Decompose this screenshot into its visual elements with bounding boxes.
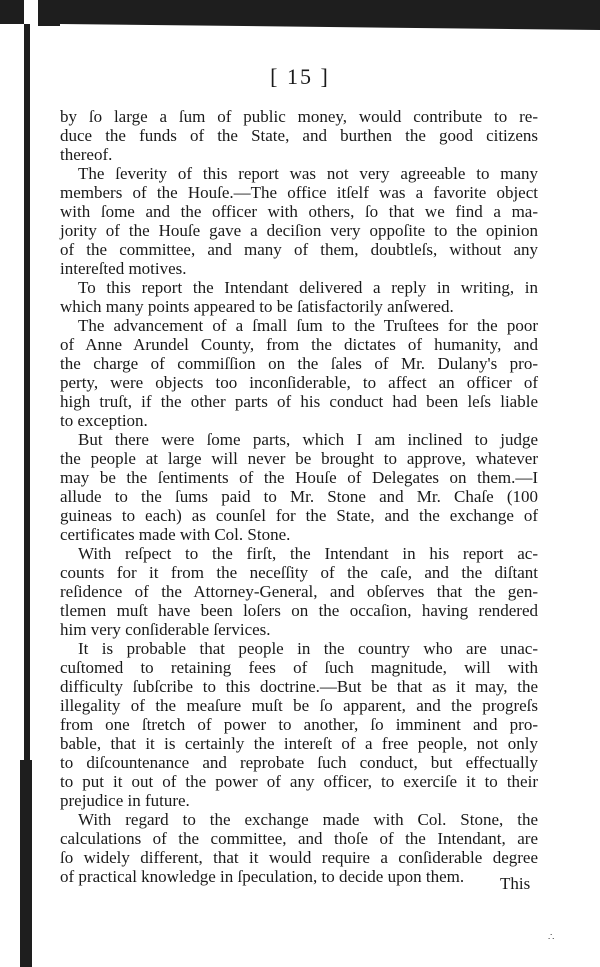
text-line: thereof. xyxy=(60,145,113,164)
text-line: The ſeverity of this report was not very agreeable to many xyxy=(78,164,538,183)
text-line: The advancement of a ſmall ſum to the Truſtees for the poor xyxy=(78,316,538,335)
text-line: high truſt, if the other parts of his conduct had been leſs liable xyxy=(60,392,538,411)
text-line: With reſpect to the firſt, the Intendant in his report ac- xyxy=(78,544,538,563)
text-line: to exception. xyxy=(60,411,148,430)
text-line: jority of the Houſe gave a deciſion very oppoſite to the opinion xyxy=(60,221,538,240)
text-line: to diſcountenance and reprobate ſuch conduct, but effectually xyxy=(60,753,538,772)
scan-edge-top xyxy=(60,0,600,30)
text-line: To this report the Intendant delivered a reply in writing, in xyxy=(78,278,538,297)
text-line: prejudice in future. xyxy=(60,791,190,810)
text-line: which many points appeared to be ſatisfactorily anſwered. xyxy=(60,297,454,316)
text-line: him very conſiderable ſervices. xyxy=(60,620,271,639)
scan-specks: ∴ xyxy=(548,932,555,943)
text-line: calculations of the committee, and thoſe of the Intendant, are xyxy=(60,829,538,848)
text-line: guineas to each) as counſel for the State, and the exchange of xyxy=(60,506,538,525)
text-line: the people at large will never be brought to approve, whatever xyxy=(60,449,538,468)
catchword: This xyxy=(500,874,531,893)
text-line: ſo widely different, that it would require a conſiderable degree xyxy=(60,848,538,867)
text-line: from one ſtretch of power to another, ſo imminent and pro- xyxy=(60,715,538,734)
text-line: reſidence of the Attorney-General, and obſerves that the gen- xyxy=(60,582,538,601)
text-line: cuſtomed to retaining fees of ſuch magnitude, will with xyxy=(60,658,538,677)
text-line: It is probable that people in the country who are unac- xyxy=(78,639,538,658)
text-line: of Anne Arundel County, from the dictates of humanity, and xyxy=(60,335,538,354)
text-line: certificates made with Col. Stone. xyxy=(60,525,291,544)
text-line: allude to the ſums paid to Mr. Stone and Mr. Chaſe (100 xyxy=(60,487,538,506)
scan-edge-corner xyxy=(0,0,24,24)
text-line: tlemen muſt have been loſers on the occaſion, having rendered xyxy=(60,601,538,620)
text-line: to put it out of the power of any officer, to exerciſe it to their xyxy=(60,772,538,791)
text-line: perty, were objects too inconſiderable, to affect an officer of xyxy=(60,373,538,392)
scan-edge-corner xyxy=(38,0,60,26)
text-line: bable, that it is certainly the intereſt of a free people, not only xyxy=(60,734,538,753)
text-line: duce the funds of the State, and burthen the good citizens xyxy=(60,126,538,145)
text-line: may be the ſentiments of the Houſe of Delegates on them.—I xyxy=(60,468,538,487)
page-number: [ 15 ] xyxy=(270,64,330,89)
text-line: with ſome and the officer with others, ſo that we find a ma- xyxy=(60,202,538,221)
text-line: members of the Houſe.—The office itſelf was a favorite object xyxy=(60,183,538,202)
text-line: counts for it from the neceſſity of the caſe, and the diſtant xyxy=(60,563,538,582)
text-line: intereſted motives. xyxy=(60,259,187,278)
text-line: by ſo large a ſum of public money, would contribute to re- xyxy=(60,107,538,126)
text-line: But there were ſome parts, which I am inclined to judge xyxy=(78,430,538,449)
text-line: illegality of the meaſure muſt be ſo apparent, and the progreſs xyxy=(60,696,538,715)
body-text xyxy=(60,107,538,886)
text-line: the charge of commiſſion on the ſales of Mr. Dulany's pro- xyxy=(60,354,538,373)
scan-edge-left xyxy=(20,760,32,967)
text-line: difficulty ſubſcribe to this doctrine.—But be that as it may, the xyxy=(60,677,538,696)
text-line: of the committee, and many of them, doubtleſs, without any xyxy=(60,240,538,259)
text-line: With regard to the exchange made with Col. Stone, the xyxy=(78,810,538,829)
text-line: of practical knowledge in ſpeculation, to decide upon them. xyxy=(60,867,465,886)
